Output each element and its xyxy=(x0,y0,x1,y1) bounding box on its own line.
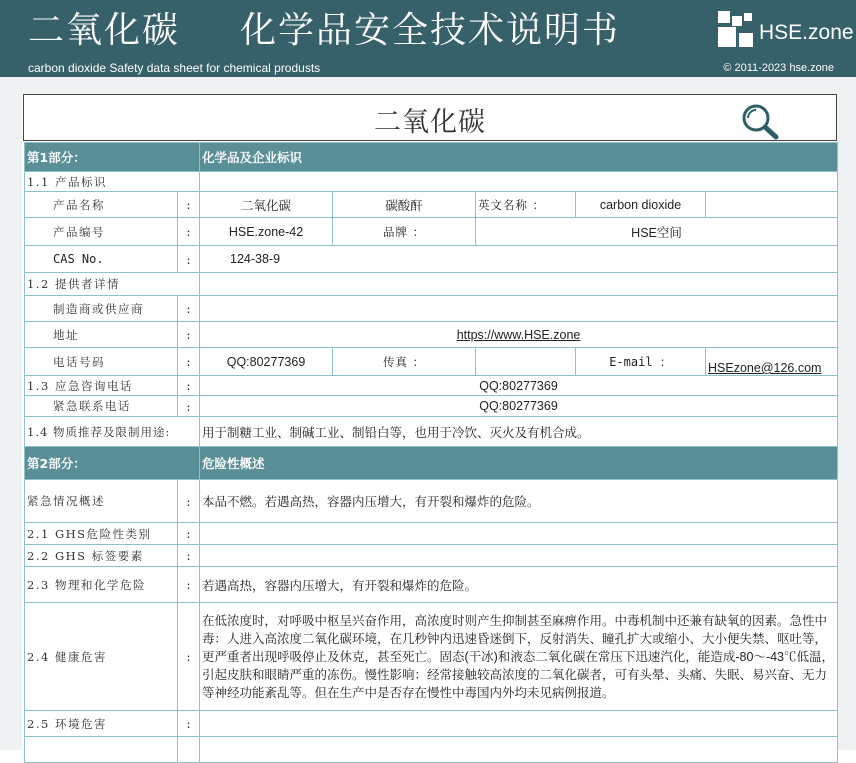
logo-square-icon xyxy=(732,16,742,26)
product-name-value: 二氧化碳 xyxy=(200,192,333,218)
physchem-hazard-label: 2.3 物理和化学危险 xyxy=(25,567,178,603)
table-row xyxy=(25,348,838,376)
supplier-label: 1.2 提供者详情 xyxy=(25,273,200,296)
table-row xyxy=(25,711,838,737)
physchem-hazard-value: 若遇高热，容器内压增大，有开裂和爆炸的危险。 xyxy=(200,567,838,603)
colon: : xyxy=(178,376,200,396)
colon: : xyxy=(178,246,200,273)
email-link[interactable]: HSEzone@126.com xyxy=(708,361,822,375)
sds-table xyxy=(24,142,838,763)
empty-cell xyxy=(200,172,838,192)
product-alias-value: 碳酸酐 xyxy=(333,192,476,218)
colon: : xyxy=(178,711,200,737)
hse-logo[interactable] xyxy=(718,11,854,51)
substance-title: 二氧化碳 xyxy=(28,10,181,51)
usage-label: 1.4 物质推荐及限制用途: xyxy=(25,417,200,447)
cas-label: CAS No. xyxy=(25,246,178,273)
address-label: 地址 xyxy=(25,322,178,348)
section-number: 第2部分： xyxy=(25,447,200,480)
table-row xyxy=(25,376,838,396)
usage-value: 用于制糖工业、制碱工业、制铅白等，也用于冷饮、灭火及有机合成。 xyxy=(200,417,838,447)
table-row xyxy=(25,322,838,348)
phone-label: 电话号码 xyxy=(25,348,178,376)
product-code-label: 产品编号 xyxy=(25,218,178,246)
colon: : xyxy=(178,396,200,417)
product-name-label: 产品名称 xyxy=(25,192,178,218)
environment-hazard-value xyxy=(200,711,838,737)
colon: : xyxy=(178,523,200,545)
colon: : xyxy=(178,567,200,603)
table-row xyxy=(25,523,838,545)
address-link[interactable]: https://www.HSE.zone xyxy=(456,327,581,342)
table-row xyxy=(25,417,838,447)
magnifier-icon[interactable] xyxy=(738,103,782,141)
colon: : xyxy=(178,480,200,523)
fax-value xyxy=(476,348,576,376)
section-title: 化学品及企业标识 xyxy=(200,143,838,172)
logo-square-icon xyxy=(744,13,752,21)
ghs-class-value xyxy=(200,523,838,545)
logo-square-icon xyxy=(718,27,736,47)
logo-square-icon xyxy=(739,33,753,47)
emergency-phone-value: QQ:80277369 xyxy=(200,376,838,396)
health-hazard-label: 2.4 健康危害 xyxy=(25,603,178,711)
document-title: 二氧化碳 xyxy=(374,107,486,138)
empty-cell xyxy=(200,273,838,296)
section-header-2 xyxy=(25,447,838,480)
health-hazard-value: 在低浓度时，对呼吸中枢呈兴奋作用，高浓度时则产生抑制甚至麻痹作用。中毒机制中还兼有缺氧的因素。急性中毒：人进入高浓度二氧化碳环境，在几秒钟内迅速昏迷倒下，反射消失、瞳孔扩大或缩小、大小便失禁、呕吐等，更严重者出现呼吸停止及休克，甚至死亡。固态(干冰)和液态二氧化碳在常压下迅速汽化，能造成-80～-43℃低温，引起皮肤和眼睛严重的冻伤。慢性影响：经常接触较高浓度的二氧化碳者，可有头晕、头痛、失眠、易兴奋、无力等神经功能紊乱等。但在生产中是否存在慢性中毒国内外均未见病例报道。 xyxy=(200,603,838,711)
cas-value: 124-38-9 xyxy=(200,246,838,273)
brand-label: 品牌 ： xyxy=(333,218,476,246)
table-row xyxy=(25,567,838,603)
empty-cell xyxy=(706,192,838,218)
colon: : xyxy=(178,296,200,322)
copyright-text: © 2011-2023 hse.zone xyxy=(723,62,834,74)
table-row xyxy=(25,192,838,218)
table-row xyxy=(25,480,838,523)
colon: : xyxy=(178,545,200,567)
ghs-class-label: 2.1 GHS危险性类别 xyxy=(25,523,178,545)
product-code-value: HSE.zone-42 xyxy=(200,218,333,246)
emergency-overview-value: 本品不燃。若遇高热，容器内压增大，有开裂和爆炸的危险。 xyxy=(200,480,838,523)
emergency-phone-label: 1.3 应急咨询电话 xyxy=(25,376,178,396)
table-row xyxy=(25,396,838,417)
manufacturer-value xyxy=(200,296,838,322)
manufacturer-label: 制造商或供应商 xyxy=(25,296,178,322)
sheet-main-title: 化学品安全技术说明书 xyxy=(240,10,621,51)
section-number: 第1部分： xyxy=(25,143,200,172)
colon: : xyxy=(178,218,200,246)
table-row xyxy=(25,603,838,711)
brand-value: HSE空间 xyxy=(476,218,838,246)
english-name-label: 英文名称 ： xyxy=(476,192,576,218)
table-row xyxy=(25,545,838,567)
section-title: 危险性概述 xyxy=(200,447,838,480)
colon: : xyxy=(178,348,200,376)
environment-hazard-label: 2.5 环境危害 xyxy=(25,711,178,737)
fax-label: 传真 ： xyxy=(333,348,476,376)
colon: : xyxy=(178,192,200,218)
ghs-label-elements-value xyxy=(200,545,838,567)
logo-square-icon xyxy=(718,11,730,23)
ghs-label-elements-label: 2.2 GHS 标签要素 xyxy=(25,545,178,567)
section-header-1 xyxy=(25,143,838,172)
table-row xyxy=(25,296,838,322)
phone-value: QQ:80277369 xyxy=(200,348,333,376)
emergency-overview-label: 紧急情况概述 xyxy=(25,480,178,523)
page-header xyxy=(0,0,856,77)
product-id-label: 1.1 产品标识 xyxy=(25,172,200,192)
table-row xyxy=(25,273,838,296)
table-row xyxy=(25,218,838,246)
contact-phone-value: QQ:80277369 xyxy=(200,396,838,417)
english-subtitle: carbon dioxide Safety data sheet for chemical produsts xyxy=(28,61,321,75)
email-label: E-mail ： xyxy=(576,348,706,376)
colon: : xyxy=(178,603,200,711)
document-sheet xyxy=(22,94,837,754)
colon: : xyxy=(178,322,200,348)
english-name-value: carbon dioxide xyxy=(576,192,706,218)
contact-phone-label: 紧急联系电话 xyxy=(25,396,178,417)
table-row xyxy=(25,246,838,273)
logo-text: HSE.zone xyxy=(759,21,854,44)
document-title-box xyxy=(23,94,837,141)
table-row xyxy=(25,172,838,192)
